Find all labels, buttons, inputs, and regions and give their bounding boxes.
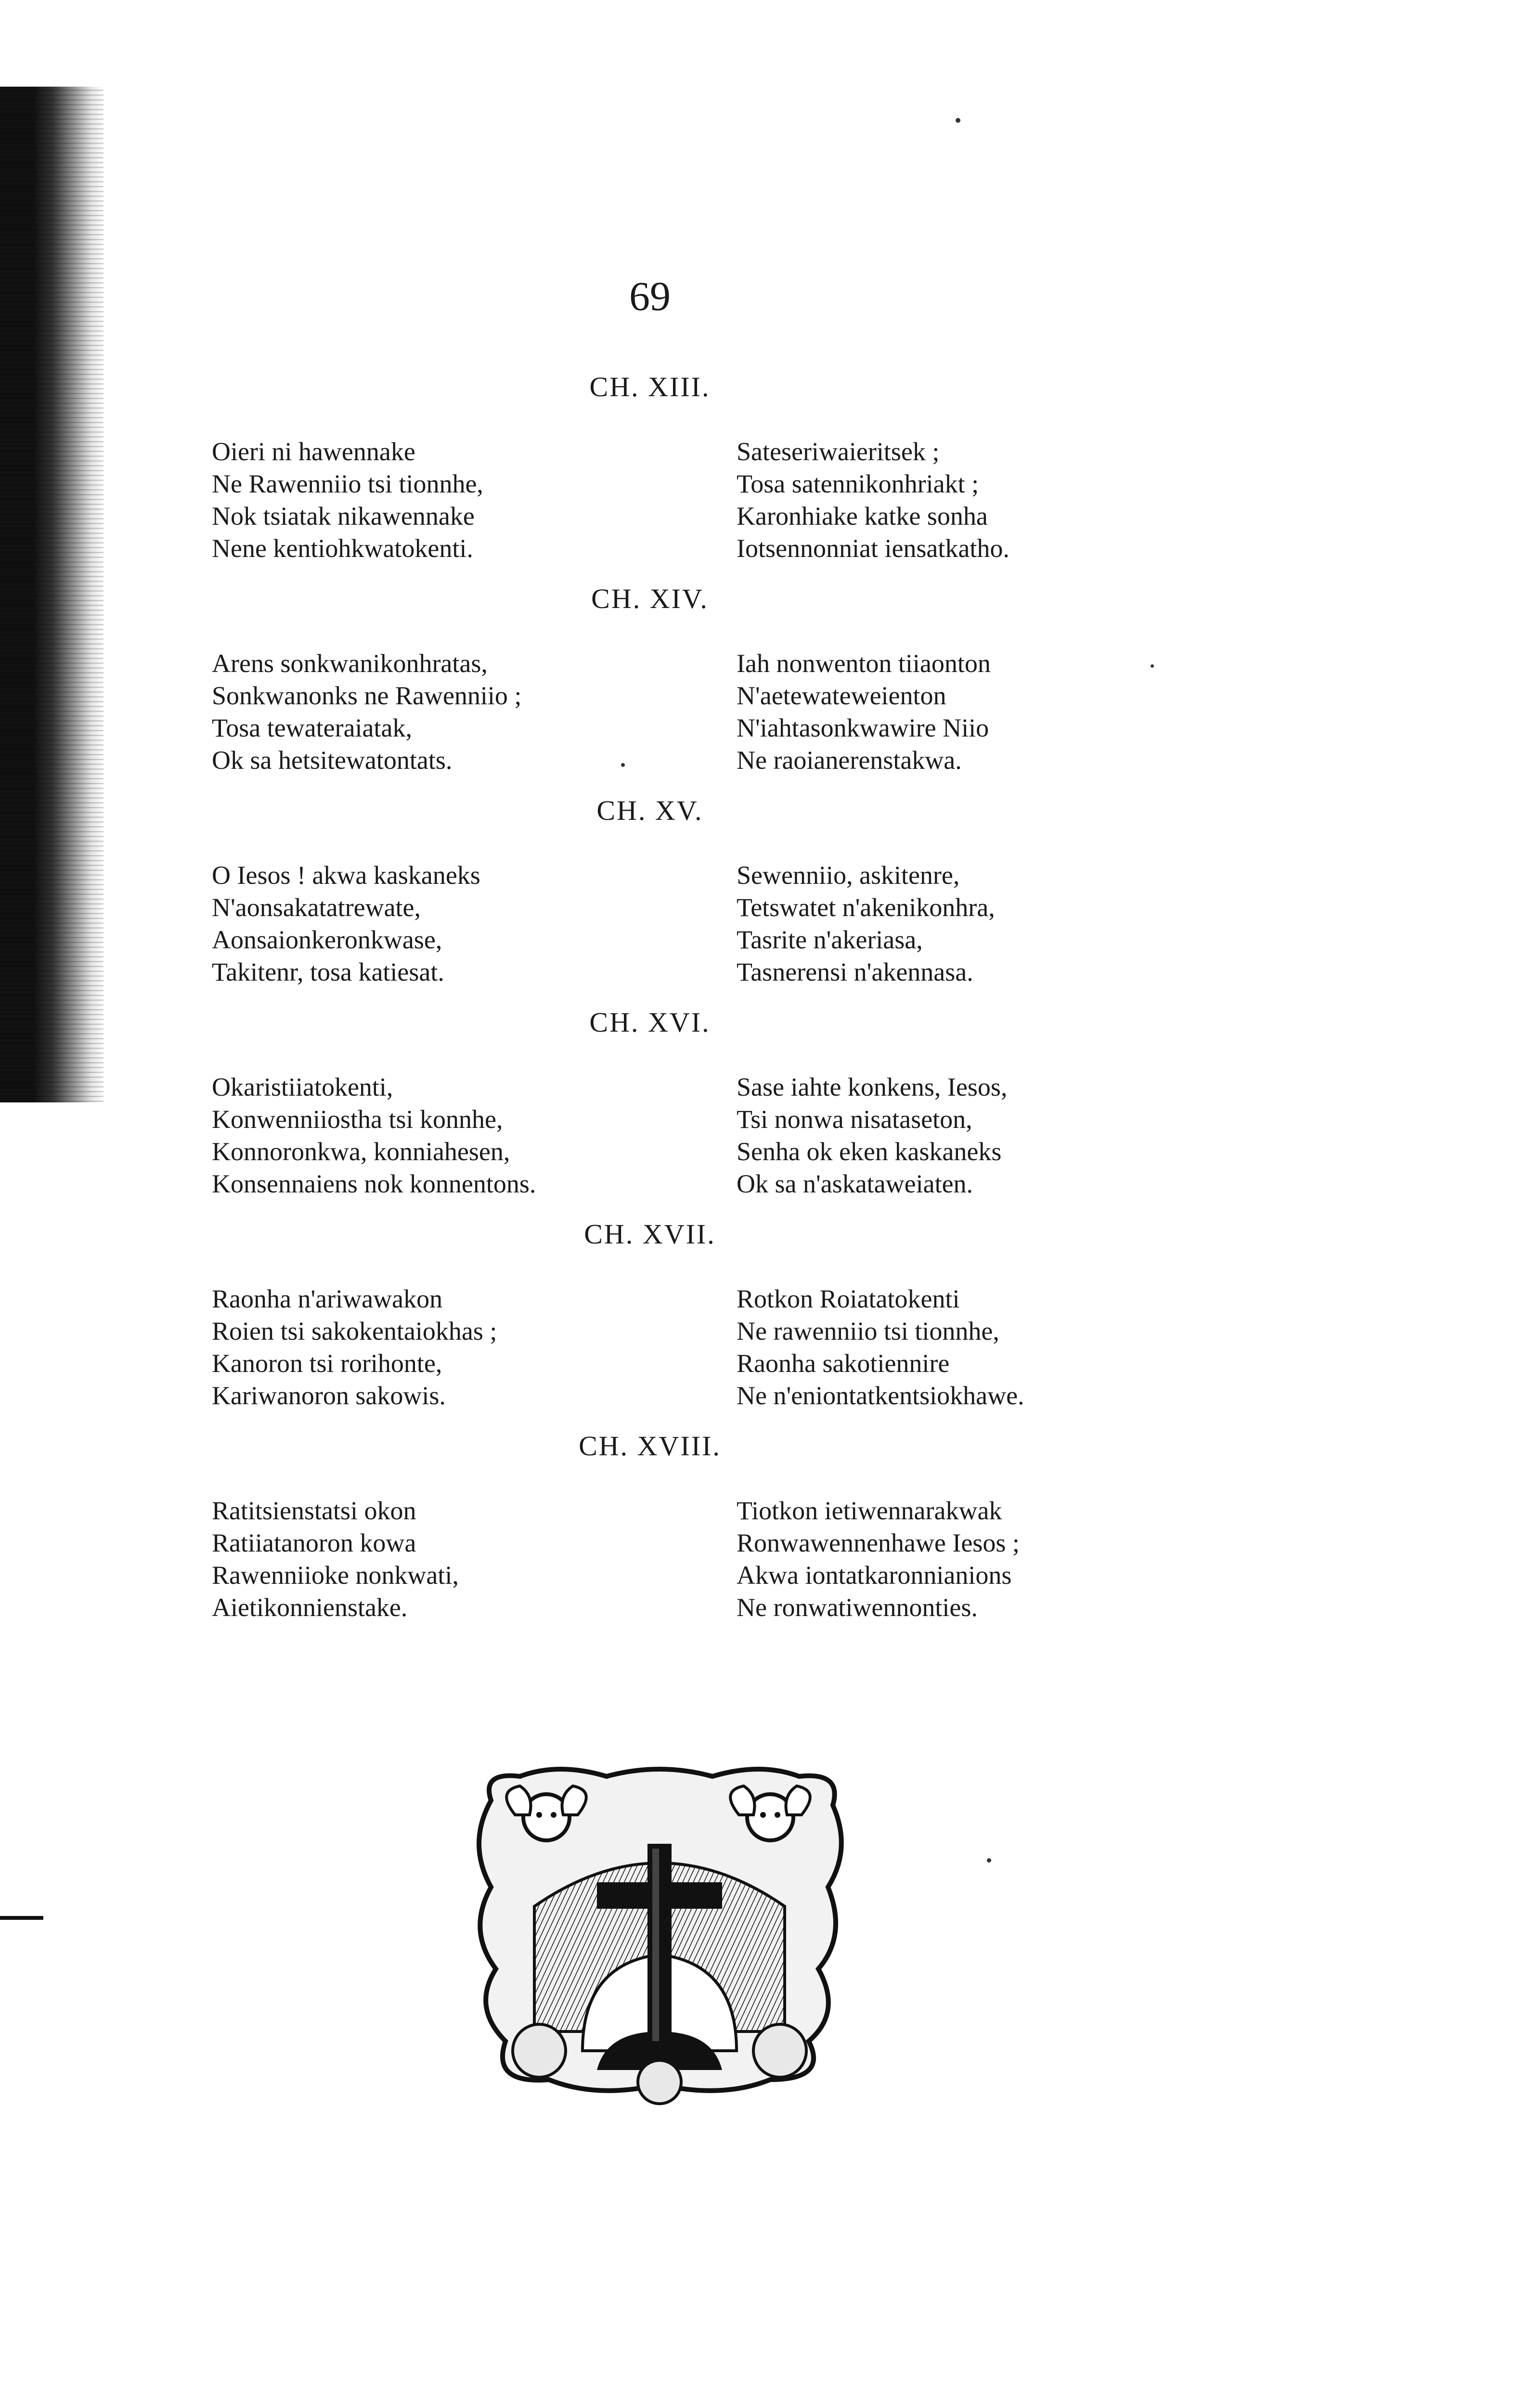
verse-line: Sonkwanonks ne Rawenniio ; [212, 681, 522, 710]
verse-line: Tsi nonwa nisataseton, [737, 1105, 972, 1134]
verse-line: Ok sa hetsitewatontats. [212, 746, 453, 775]
verse-line: Ne Rawenniio tsi tionnhe, [212, 469, 483, 498]
verse-line: Ronwawennenhawe Iesos ; [737, 1528, 1020, 1557]
stanza-18-right [737, 1495, 1170, 1624]
verse-line: Takitenr, tosa katiesat. [212, 958, 444, 986]
verse-line: Kariwanoron sakowis. [212, 1381, 446, 1410]
verse-line: Aietikonnienstake. [212, 1593, 408, 1622]
verse-line: Tasnerensi n'akennasa. [737, 958, 973, 986]
verse-line: N'aetewateweienton [737, 681, 946, 710]
chapter-heading-14: CH. XIV. [591, 583, 709, 614]
verse-line: Karonhiake katke sonha [737, 502, 988, 531]
verse-line: Roien tsi sakokentaiokhas ; [212, 1317, 497, 1346]
verse-line: Rawenniioke nonkwati, [212, 1561, 459, 1590]
chapter-heading-16: CH. XVI. [589, 1007, 711, 1038]
verse-line: N'iahtasonkwawire Niio [737, 713, 989, 742]
verse-line: O Iesos ! akwa kaskaneks [212, 861, 480, 890]
verse-line: Ne ronwatiwennonties. [737, 1593, 978, 1622]
stanza-16-right [737, 1071, 1170, 1200]
verse-line: Raonha n'ariwawakon [212, 1284, 443, 1313]
verse-line: Sase iahte konkens, Iesos, [737, 1073, 1008, 1101]
verse-line: Sateseriwaieritsek ; [737, 437, 940, 466]
verse-line: Ok sa n'askataweiaten. [737, 1169, 973, 1198]
stanza-17-right [737, 1283, 1170, 1412]
chapter-heading-18: CH. XVIII. [579, 1430, 721, 1462]
verse-line: Nok tsiatak nikawennake [212, 502, 475, 531]
verse-line: Tetswatet n'akenikonhra, [737, 893, 995, 922]
verse-line: Nene kentiohkwatokenti. [212, 534, 473, 563]
verse-line: Okaristiiatokenti, [212, 1073, 393, 1101]
verse-line: Konwenniiostha tsi konnhe, [212, 1105, 503, 1134]
stanza-15-right [737, 859, 1170, 988]
edge-mark [0, 1916, 43, 1920]
scan-speck [987, 1858, 991, 1863]
scan-speck [621, 763, 625, 767]
verse-line: Senha ok eken kaskaneks [737, 1137, 1002, 1166]
verse-line: Ratitsienstatsi okon [212, 1496, 416, 1525]
verse-line: Raonha sakotiennire [737, 1349, 950, 1378]
verse-line: Arens sonkwanikonhratas, [212, 649, 488, 678]
verse-line: Iotsennonniat iensatkatho. [737, 534, 1009, 563]
stanza-18-left [212, 1495, 645, 1624]
scan-speck [956, 118, 960, 123]
verse-line: N'aonsakatatrewate, [212, 893, 421, 922]
verse-line: Tosa satennikonhriakt ; [737, 469, 979, 498]
verse-line: Ne raoianerenstakwa. [737, 746, 962, 775]
stanza-14-left [212, 647, 645, 776]
verse-line: Iah nonwenton tiiaonton [737, 649, 991, 678]
verse-line: Rotkon Roiatatokenti [737, 1284, 960, 1313]
page-number: 69 [629, 273, 671, 319]
verse-line: Oieri ni hawennake [212, 437, 415, 466]
verse-line: Akwa iontatkaronnianions [737, 1561, 1012, 1590]
verse-line: Konsennaiens nok konnentons. [212, 1169, 536, 1198]
verse-line: Ne n'eniontatkentsiokhawe. [737, 1381, 1024, 1410]
chapter-heading-15: CH. XV. [596, 795, 703, 826]
verse-line: Kanoron tsi rorihonte, [212, 1349, 442, 1378]
binding-edge-shadow [0, 87, 104, 1102]
chapter-heading-17: CH. XVII. [584, 1218, 716, 1250]
verse-line: Ratiiatanoron kowa [212, 1528, 416, 1557]
stanza-16-left [212, 1071, 645, 1200]
cross-with-cherubs-icon [462, 1762, 857, 2109]
stanza-13-right [737, 436, 1170, 565]
verse-line: Tasrite n'akeriasa, [737, 925, 923, 954]
verse-line: Konnoronkwa, konniahesen, [212, 1137, 510, 1166]
chapter-heading-13: CH. XIII. [589, 371, 711, 402]
scan-speck [1151, 664, 1154, 668]
verse-line: Aonsaionkeronkwase, [212, 925, 442, 954]
stanza-17-left [212, 1283, 645, 1412]
stanza-15-left [212, 859, 645, 988]
stanza-14-right [737, 647, 1170, 776]
verse-line: Tiotkon ietiwennarakwak [737, 1496, 1002, 1525]
verse-line: Sewenniio, askitenre, [737, 861, 960, 890]
verse-line: Ne rawenniio tsi tionnhe, [737, 1317, 999, 1346]
stanza-13-left [212, 436, 645, 565]
verse-line: Tosa tewateraiatak, [212, 713, 412, 742]
